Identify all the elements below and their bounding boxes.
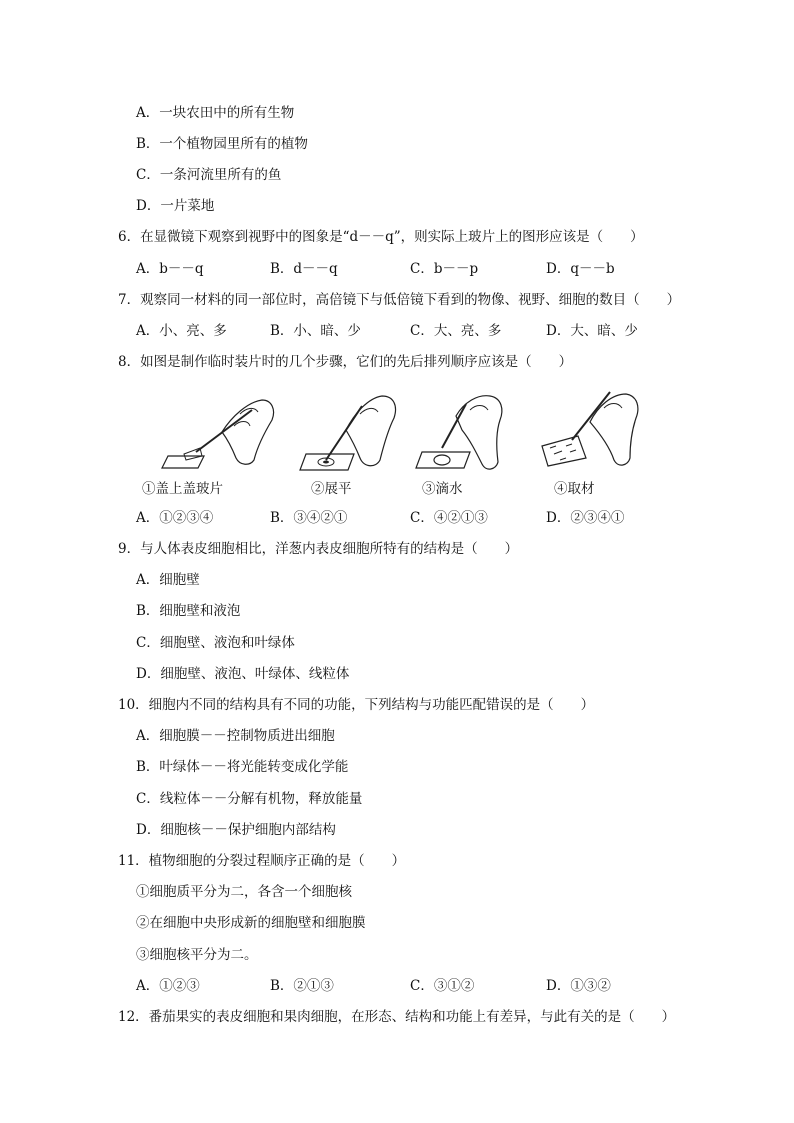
option-d: D．①③② bbox=[546, 978, 611, 994]
question-6-stem: 6．在显微镜下观察到视野中的图象是“d－－q”，则实际上玻片上的图形应该是（ ） bbox=[118, 229, 644, 245]
option-d: D．一片菜地 bbox=[136, 198, 215, 214]
option-a: A．小、亮、多 bbox=[136, 323, 227, 339]
question-7-stem: 7．观察同一材料的同一部位时，高倍镜下与低倍镜下看到的物像、视野、细胞的数目（ ） bbox=[118, 292, 681, 308]
option-a: A．①②③④ bbox=[136, 510, 214, 526]
option-d: D．②③④① bbox=[546, 510, 625, 526]
option-c: C．大、亮、多 bbox=[410, 323, 502, 339]
option-c: C．线粒体－－分解有机物，释放能量 bbox=[136, 791, 363, 807]
option-a: A．一块农田中的所有生物 bbox=[136, 105, 295, 121]
option-b: B．小、暗、少 bbox=[270, 323, 361, 339]
figure-caption-3: ③滴水 bbox=[422, 481, 463, 497]
step-spread-illustration bbox=[300, 386, 410, 476]
step-3: ③细胞核平分为二。 bbox=[136, 947, 258, 963]
option-b: B．③④②① bbox=[270, 510, 348, 526]
option-d: D．细胞核－－保护细胞内部结构 bbox=[136, 822, 336, 838]
option-a: A．b－－q bbox=[136, 261, 204, 277]
option-c: C．一条河流里所有的鱼 bbox=[136, 167, 282, 183]
option-b: B．一个植物园里所有的植物 bbox=[136, 136, 308, 152]
option-b: B．叶绿体－－将光能转变成化学能 bbox=[136, 759, 349, 775]
figure-caption-4: ④取材 bbox=[554, 481, 595, 497]
question-11-stem: 11．植物细胞的分裂过程顺序正确的是（ ） bbox=[118, 853, 406, 869]
step-2: ②在细胞中央形成新的细胞壁和细胞膜 bbox=[136, 915, 366, 931]
option-c: C．b－－p bbox=[410, 261, 479, 277]
option-d: D．大、暗、少 bbox=[546, 323, 638, 339]
question-9-stem: 9．与人体表皮细胞相比，洋葱内表皮细胞所特有的结构是（ ） bbox=[118, 541, 519, 557]
step-1: ①细胞质平分为二，各含一个细胞核 bbox=[136, 884, 352, 900]
option-a: A．①②③ bbox=[136, 978, 200, 994]
figure-caption-1: ①盖上盖玻片 bbox=[142, 481, 223, 497]
figure-caption-2: ②展平 bbox=[311, 481, 352, 497]
question-8-stem: 8．如图是制作临时装片时的几个步骤，它们的先后排列顺序应该是（ ） bbox=[118, 354, 573, 370]
option-b: B．②①③ bbox=[270, 978, 334, 994]
option-d: D．细胞壁、液泡、叶绿体、线粒体 bbox=[136, 666, 350, 682]
option-d: D．q－－b bbox=[546, 261, 615, 277]
question-12-stem: 12．番茄果实的表皮细胞和果肉细胞，在形态、结构和功能上有差异，与此有关的是（ ） bbox=[118, 1009, 676, 1025]
step-drip-water-illustration bbox=[412, 386, 530, 476]
option-b: B．细胞壁和液泡 bbox=[136, 603, 241, 619]
step-take-material-illustration bbox=[540, 386, 650, 476]
option-c: C．细胞壁、液泡和叶绿体 bbox=[136, 635, 295, 651]
option-b: B．d－－q bbox=[270, 261, 338, 277]
option-c: C．③①② bbox=[410, 978, 475, 994]
question-10-stem: 10．细胞内不同的结构具有不同的功能，下列结构与功能匹配错误的是（ ） bbox=[118, 697, 595, 713]
option-a: A．细胞膜－－控制物质进出细胞 bbox=[136, 728, 335, 744]
option-c: C．④②①③ bbox=[410, 510, 488, 526]
step-cover-slip-illustration bbox=[162, 386, 280, 476]
option-a: A．细胞壁 bbox=[136, 572, 200, 588]
